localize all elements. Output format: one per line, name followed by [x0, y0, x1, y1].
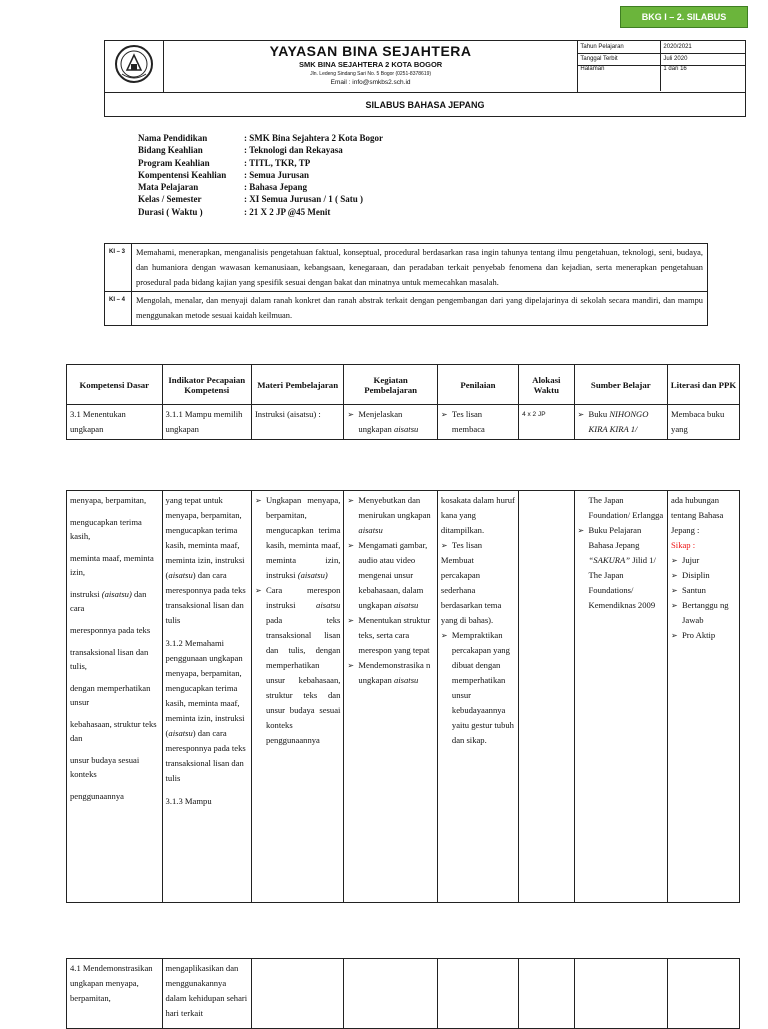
- list-item: ➢ Pro Aktip: [671, 628, 736, 643]
- table-cell: [251, 491, 343, 903]
- cell-text: ) dan cara meresponnya pada teks transaksional lisan dan tulis: [165, 570, 246, 625]
- cell-text: Sikap :: [671, 540, 696, 550]
- cell-text: Mendemonstrasika n ungkapan: [358, 660, 431, 685]
- school-logo: [105, 41, 164, 93]
- table-row: [67, 959, 740, 1029]
- cell-text: 3.1.2 Memahami penggunaan ungkapan menyapa, berpamitan, mengucapkan terima kasih, meminta maaf, meminta izin, instruksi (: [165, 638, 245, 738]
- table-cell: 4.1 Mendemonstrasikan ungkapan menyapa, berpamitan,: [67, 959, 163, 1029]
- table-cell: [344, 405, 438, 440]
- seal-icon: [114, 44, 154, 84]
- cell-text: kebahasaan, struktur teks dan: [70, 719, 157, 743]
- cell-text: Buku Pelajaran Bahasa Jepang: [588, 525, 642, 550]
- cell-text: instruksi: [70, 589, 100, 599]
- column-header: Materi Pembelajaran: [251, 365, 343, 405]
- meta-label: Tahun Pelajaran: [578, 41, 661, 53]
- cell-text: Mengamati gambar, audio atau video mengenai unsur kebahasaan, dalam ungkapan: [358, 540, 428, 610]
- cell-text: unsur budaya sesuai konteks: [70, 755, 140, 779]
- cell-text: Cara merespon instruksi: [265, 585, 341, 610]
- list-item: [347, 538, 434, 613]
- meta-value: 2020/2021: [661, 41, 745, 53]
- ki-text: Mengolah, menalar, dan menyaji dalam ranah konkret dan ranah abstrak terkait dengan pengembangan dari yang dipelajarinya di sekolah secara mandiri, dan mampu menggunakan metode sesuai kaidah keilmuan.: [132, 292, 708, 326]
- table-cell: [162, 491, 251, 903]
- table-cell: 3.1 Menentukan ungkapan: [67, 405, 163, 440]
- table-cell: [668, 959, 740, 1029]
- cell-text: aisatsu: [168, 728, 193, 738]
- table-cell: [67, 491, 163, 903]
- table-cell: [344, 959, 438, 1029]
- table-cell: 4 x 2 JP: [519, 405, 574, 440]
- cell-text: pada teks transaksional lisan dan tulis, dengan memperhatikan unsur kebahasaan, struktur teks dan unsur budaya sesuai konteks penggunaannya: [265, 615, 341, 745]
- cell-text: (aisatsu): [297, 570, 328, 580]
- column-header: Indikator Pecapaian Kompetensi: [162, 365, 251, 405]
- table-cell: [437, 491, 518, 903]
- cell-text: 3.1.3 Mampu: [165, 796, 212, 806]
- field-value: : Semua Jurusan: [244, 169, 310, 180]
- cell-text: kosakata dalam huruf kana yang ditampilkan.: [440, 495, 515, 535]
- cell-text: “SAKURA”: [588, 555, 631, 565]
- field-label: Durasi ( Waktu ): [138, 206, 203, 217]
- meta-label: Tanggal Terbit: [578, 53, 661, 65]
- cell-text: ➢ Mempraktikan percakapan yang dibuat dengan memperhatikan unsur kebudayaannya yaitu gestur tubuh dan sikap.: [441, 628, 515, 748]
- column-header: Literasi dan PPK: [668, 365, 740, 405]
- table-cell: [437, 405, 518, 440]
- field-value: : XI Semua Jurusan / 1 ( Satu ): [244, 194, 364, 205]
- table-cell: [344, 491, 438, 903]
- column-header: Penilaian: [437, 365, 518, 405]
- cell-text: The Japan Foundation/ Erlangga: [588, 495, 664, 520]
- table-cell: [519, 959, 574, 1029]
- document-header: [104, 40, 746, 117]
- table-cell: Membaca buku yang: [668, 405, 740, 440]
- cell-text: Membuat percakapan sederhana berdasarkan tema yang di bahas).: [440, 555, 502, 625]
- table-row: [67, 405, 740, 440]
- syllabus-table-next-page: [66, 958, 740, 1029]
- cell-text: ➢ Tes lisan: [441, 538, 515, 553]
- list-item: [347, 493, 434, 538]
- cell-text: Menentukan struktur teks, serta cara merespon yang tepat: [358, 615, 431, 655]
- cell-text: ➢ Tes lisan membaca: [441, 407, 515, 437]
- field-value: : SMK Bina Sejahtera 2 Kota Bogor: [244, 133, 383, 143]
- column-header: Kompetensi Dasar: [67, 365, 163, 405]
- cell-text: aisatsu: [393, 600, 419, 610]
- cell-text: dan cara: [70, 589, 147, 613]
- field-label: Nama Pendidikan: [138, 133, 208, 143]
- cell-text: Buku: [588, 409, 608, 419]
- list-item: ➢ Jujur: [671, 553, 736, 568]
- cell-text: aisatsu: [393, 675, 419, 685]
- cell-text: aisatsu: [393, 424, 419, 434]
- table-cell: [251, 959, 343, 1029]
- meta-value: 1 dari 16: [663, 65, 687, 72]
- school-email: Email : info@smkbs2.sch.id: [330, 79, 411, 86]
- column-header: Sumber Belajar: [574, 365, 668, 405]
- field-value: : Bahasa Jepang: [244, 182, 308, 193]
- field-label: Kelas / Semester: [138, 194, 202, 205]
- syllabus-table-continued: [66, 490, 740, 903]
- meta-value: Juli 2020: [661, 53, 745, 65]
- identity-fields: [138, 133, 383, 219]
- column-header: Alokasi Waktu: [519, 365, 574, 405]
- cell-text: ) dan cara meresponnya pada teks transaksional lisan dan tulis: [165, 728, 246, 783]
- table-cell: [574, 491, 668, 903]
- school-name: SMK BINA SEJAHTERA 2 KOTA BOGOR: [298, 60, 443, 69]
- organization-name: YAYASAN BINA SEJAHTERA: [269, 43, 472, 59]
- ki-text: Memahami, menerapkan, menganalisis pengetahuan faktual, konseptual, procedural berdasarkan rasa ingin tahunya tentang ilmu pengetahuan, teknologi, seni, budaya, dan humaniora dengan wawasan kemanusiaan, kebangsaan, kenegaraan, dan peradaban terkait penyebab fenomena dan kejadian, serta menerapkan pengetahuan prosedural pada bidang kajian yang spesifik sesuai dengan bakat dan minatnya untuk memecahkan masalah.: [132, 244, 708, 292]
- cell-text: NIHONGO KIRA KIRA 1/: [588, 409, 649, 434]
- table-cell: [574, 959, 668, 1029]
- cell-text: meresponnya pada teks: [70, 625, 151, 635]
- list-item: [347, 613, 434, 658]
- cell-text: (aisatsu): [101, 589, 132, 599]
- list-item: ➢ Disiplin: [671, 568, 736, 583]
- cell-text: transaksional lisan dan tulis,: [70, 647, 149, 671]
- meta-label: Halaman: [578, 65, 661, 91]
- cell-text: aisatsu: [168, 570, 193, 580]
- list-item: ➢ Bertanggu ng Jawab: [671, 598, 736, 628]
- table-cell: Instruksi (aisatsu) :: [251, 405, 343, 440]
- field-value: : Teknologi dan Rekayasa: [244, 145, 343, 156]
- syllabus-table: [66, 364, 740, 440]
- cell-text: meminta maaf, meminta izin,: [70, 553, 154, 577]
- column-header: Kegiatan Pembelajaran: [344, 365, 438, 405]
- cell-text: aisatsu: [358, 525, 383, 535]
- table-cell: [574, 405, 668, 440]
- core-competency-table: [104, 243, 708, 326]
- cell-text: Jilid 1/ The Japan Foundations/ Kemendiknas 2009: [588, 555, 656, 610]
- document-title: SILABUS BAHASA JEPANG: [105, 93, 746, 117]
- table-row: [67, 491, 740, 903]
- cell-text: yang tepat untuk menyapa, berpamitan, mengucapkan terima kasih, meminta maaf, meminta izin, instruksi (: [165, 495, 245, 580]
- field-label: Kompentensi Keahlian: [138, 169, 227, 180]
- cell-text: Menjelaskan ungkapan: [358, 409, 403, 434]
- cell-text: Menyebutkan dan menirukan ungkapan: [358, 495, 431, 520]
- field-value: : 21 X 2 JP @45 Menit: [244, 206, 331, 217]
- cell-text: menyapa, berpamitan,: [70, 495, 147, 505]
- table-cell: [519, 491, 574, 903]
- cell-text: dengan memperhatikan unsur: [70, 683, 151, 707]
- cell-text: Ungkapan menyapa, berpamitan, mengucapkan terima kasih, meminta maaf, meminta izin, instruksi: [265, 495, 341, 580]
- table-cell: mengaplikasikan dan menggunakannya dalam kehidupan sehari hari terkait: [162, 959, 251, 1029]
- list-item: ➢ Santun: [671, 583, 736, 598]
- field-label: Program Keahlian: [138, 157, 210, 168]
- cell-text: penggunaannya: [70, 791, 124, 801]
- document-code-badge: BKG I – 2. SILABUS: [620, 6, 748, 28]
- field-label: Mata Pelajaran: [138, 182, 199, 193]
- school-address: Jln. Ledeng Sindang Sari No. 5 Bogor (0251-8378619): [310, 71, 432, 77]
- cell-text: mengucapkan terima kasih,: [70, 517, 142, 541]
- cell-text: ada hubungan tentang Bahasa Jepang :: [671, 495, 724, 535]
- field-value: : TITL, TKR, TP: [244, 157, 311, 168]
- list-item: [347, 658, 434, 688]
- ki-code: KI – 4: [105, 292, 132, 326]
- ki-code: KI – 3: [105, 244, 132, 292]
- table-cell: [437, 959, 518, 1029]
- field-label: Bidang Keahlian: [138, 145, 203, 156]
- cell-text: aisatsu: [316, 600, 341, 610]
- table-cell: [668, 491, 740, 903]
- table-cell: 3.1.1 Mampu memilih ungkapan: [162, 405, 251, 440]
- document-meta-table: [578, 41, 745, 91]
